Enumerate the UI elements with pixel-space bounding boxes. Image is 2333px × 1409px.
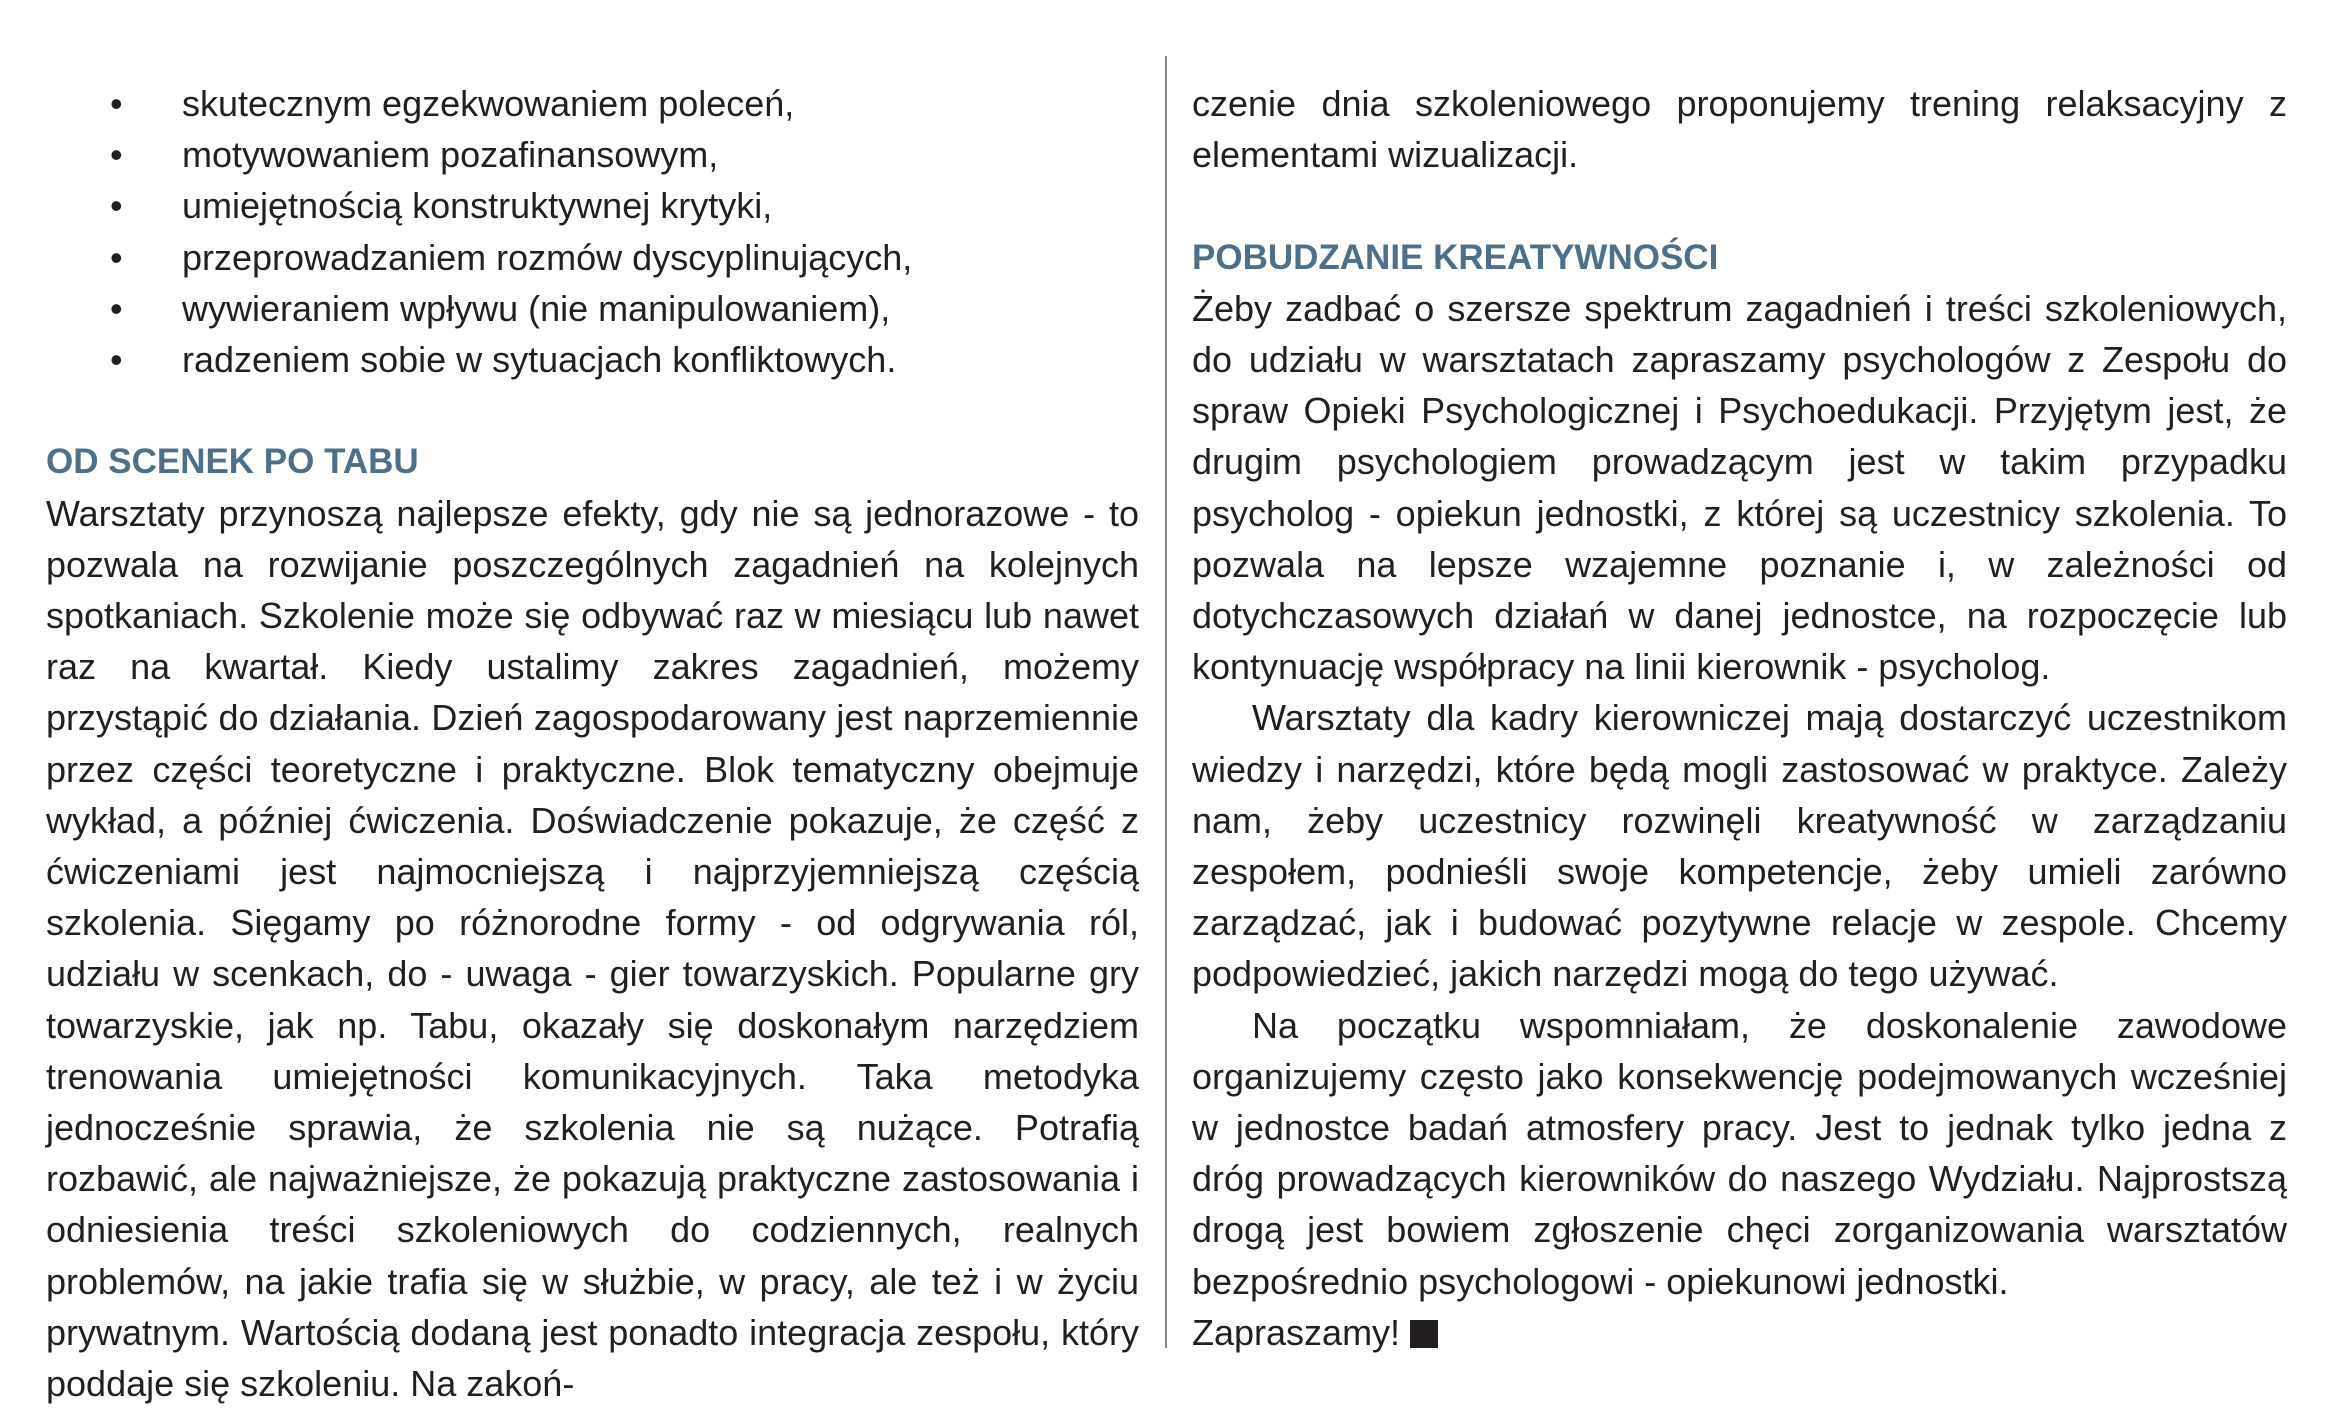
bullet-dot: • bbox=[110, 185, 123, 227]
bullet-dot: • bbox=[110, 338, 123, 380]
closing-text: Zapraszamy! bbox=[1192, 1311, 1401, 1353]
body-paragraph: Żeby zadbać o szersze spektrum zagadnień i treści szkoleniowych, do udziału w warsztatach zapraszamy psychologów z Zespołu do spraw Opieki Psychologicznej i Psychoedukacji. Przyjętym jest, że drugim psychologiem prowadzącym jest w takim przypadku psycholog - opiekun jednostki, z której są uczestnicy szkolenia. To pozwala na lepsze wzajemne poznanie i, w zależności od dotychczasowych działań w danej jednostce, na rozpoczęcie lub kontynuację współpracy na linii kierownik - psycholog. bbox=[1192, 287, 2287, 688]
spacer bbox=[1192, 180, 2287, 231]
bullet-dot: • bbox=[110, 134, 123, 176]
bullet-item bbox=[46, 180, 1139, 231]
bullet-text: radzeniem sobie w sytuacjach konfliktowych. bbox=[182, 338, 897, 380]
bullet-item bbox=[46, 78, 1139, 129]
bullet-text: umiejętnością konstruktywnej krytyki, bbox=[182, 185, 773, 227]
bullet-dot: • bbox=[110, 236, 123, 278]
bullet-item bbox=[46, 283, 1139, 334]
body-paragraph: Warsztaty dla kadry kierowniczej mają dostarczyć uczestnikom wiedzy i narzędzi, które będą mogli zastosować w praktyce. Zależy nam, żeby uczestnicy rozwinęli kreatywność w zarządzaniu zespołem, podnieśli swoje kompetencje, żeby umieli zarówno zarządzać, jak i budować pozytywne relacje w zespole. Chcemy podpowiedzieć, jakich narzędzi mogą do tego używać. bbox=[1192, 697, 2287, 995]
bullet-item bbox=[46, 129, 1139, 180]
end-of-article-square-icon bbox=[1410, 1320, 1438, 1348]
bullet-text: przeprowadzaniem rozmów dyscyplinujących, bbox=[182, 236, 913, 278]
bullet-dot: • bbox=[110, 287, 123, 329]
section-heading-pobudzanie: POBUDZANIE KREATYWNOŚCI bbox=[1192, 237, 1719, 277]
bullet-text: skutecznym egzekwowaniem poleceń, bbox=[182, 83, 795, 124]
bullet-item bbox=[46, 334, 1139, 385]
column-divider bbox=[1165, 56, 1167, 1348]
bullet-text: wywieraniem wpływu (nie manipulowaniem), bbox=[182, 287, 891, 329]
continued-paragraph: czenie dnia szkoleniowego proponujemy trening relaksacyjny z elementami wizualizacji. bbox=[1192, 83, 2287, 176]
section-heading-od-scenek: OD SCENEK PO TABU bbox=[46, 442, 419, 482]
bullet-dot: • bbox=[110, 83, 123, 124]
left-column bbox=[46, 78, 1139, 1409]
right-column bbox=[1192, 78, 2287, 1358]
bullet-list bbox=[46, 78, 1139, 385]
bullet-text: motywowaniem pozafinansowym, bbox=[182, 134, 719, 176]
closing-line bbox=[1192, 1307, 2287, 1358]
spacer bbox=[46, 385, 1139, 436]
body-paragraph: Warsztaty przynoszą najlepsze efekty, gdy nie są jednorazowe - to pozwala na rozwijanie poszczególnych zagadnień na kolejnych spotkaniach. Szkolenie może się odbywać raz w miesiącu lub nawet raz na kwartał. Kiedy ustalimy zakres zagadnień, możemy przystąpić do działania. Dzień zagospodarowany jest naprzemiennie przez części teoretyczne i praktyczne. Blok tematyczny obejmuje wykład, a później ćwiczenia. Doświadczenie pokazuje, że część z ćwiczeniami jest najmocniejszą i najprzyjemniejszą częścią szkolenia. Sięgamy po różnorodne formy - od odgrywania ról, udziału w scenkach, do - uwaga - gier towarzyskich. Popularne gry towarzyskie, jak np. Tabu, okazały się doskonałym narzędziem trenowania umiejętności komunikacyjnych. Taka metodyka jednocześnie sprawia, że szkolenia nie są nużące. Potrafią rozbawić, ale najważniejsze, że pokazują praktyczne zastosowania i odniesienia treści szkoleniowych do codziennych, realnych problemów, na jakie trafia się w służbie, w pracy, ale też i w życiu prywatnym. Wartością dodaną jest ponadto integracja zespołu, który poddaje się szkoleniu. Na zakoń- bbox=[46, 492, 1139, 1404]
bullet-item bbox=[46, 232, 1139, 283]
body-paragraph: Na początku wspomniałam, że doskonalenie zawodowe organizujemy często jako konsekwencję podejmowanych wcześniej w jednostce badań atmosfery pracy. Jest to jednak tylko jedna z dróg prowadzących kierowników do naszego Wydziału. Najprostszą drogą jest bowiem zgłoszenie chęci zorganizowania warsztatów bezpośrednio psychologowi - opiekunowi jednostki. bbox=[1192, 1004, 2287, 1302]
